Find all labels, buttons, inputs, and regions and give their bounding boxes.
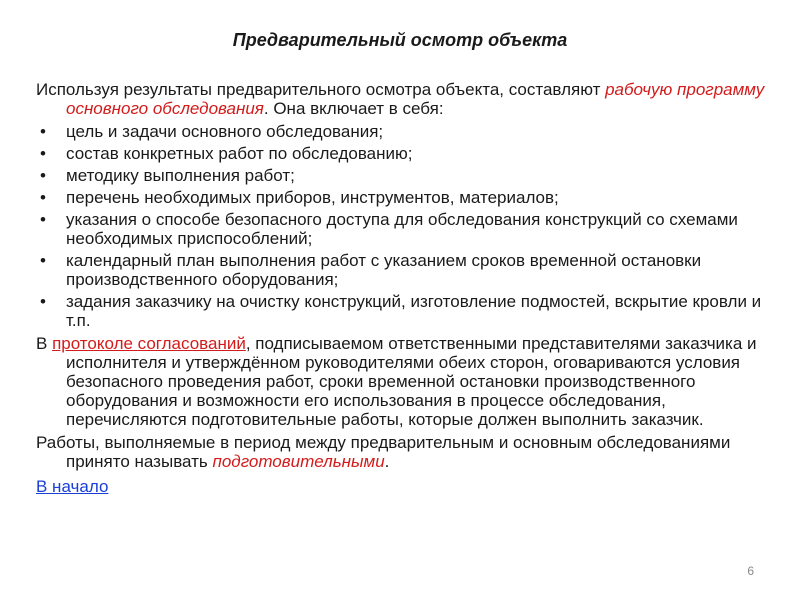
work-program-term: рабочую программу основного обследования: [66, 80, 765, 118]
list-item: [36, 166, 776, 185]
list-item: [36, 188, 776, 207]
list-item: [36, 210, 776, 248]
bullet-icon: •: [40, 144, 46, 163]
program-contents-list: [36, 122, 776, 330]
page-number: 6: [747, 564, 754, 578]
bullet-icon: •: [40, 166, 46, 185]
back-to-start-link[interactable]: В начало: [36, 477, 109, 496]
list-item: [36, 122, 776, 141]
preparatory-paragraph: [36, 433, 776, 471]
list-item-text: методику выполнения работ;: [66, 166, 295, 185]
bullet-icon: •: [40, 292, 46, 311]
bullet-icon: •: [40, 251, 46, 270]
list-item: [36, 251, 776, 289]
list-item: [36, 292, 776, 330]
list-item-text: календарный план выполнения работ с указанием сроков временной остановки производственного оборудования;: [66, 251, 702, 289]
preparatory-text-after: .: [384, 452, 390, 471]
protocol-text-after: , подписываемом ответственными представителями заказчика и исполнителя и утверждённом руководителями обеих сторон, оговариваются условия безопасного проведения работ, сроки временной остановки производственного оборудования и возможности его использования в процессе обследования, перечисляются подготовительные работы, которые должен выполнить заказчик.: [66, 334, 757, 429]
intro-paragraph: [36, 80, 776, 118]
intro-text-after: . Она включает в себя:: [263, 99, 444, 118]
bullet-icon: •: [40, 122, 46, 141]
list-item-text: перечень необходимых приборов, инструментов, материалов;: [66, 188, 559, 207]
list-item-text: задания заказчику на очистку конструкций, изготовление подмостей, вскрытие кровли и т.п.: [66, 292, 762, 330]
slide-content: [36, 80, 776, 496]
page-title: Предварительный осмотр объекта: [232, 30, 568, 50]
bullet-icon: •: [40, 210, 46, 229]
intro-text-before: Используя результаты предварительного осмотра объекта, составляют: [36, 80, 606, 99]
preparatory-text-before: Работы, выполняемые в период между предварительным и основным обследованиями принято называть: [36, 433, 731, 471]
list-item-text: цель и задачи основного обследования;: [66, 122, 384, 141]
preparatory-term: подготовительными: [212, 452, 385, 471]
list-item-text: состав конкретных работ по обследованию;: [66, 144, 413, 163]
protocol-text-before: В: [36, 334, 53, 353]
protocol-paragraph: [36, 334, 776, 429]
list-item-text: указания о способе безопасного доступа для обследования конструкций со схемами необходимых приспособлений;: [66, 210, 738, 248]
protocol-link[interactable]: протоколе согласований: [52, 334, 246, 353]
list-item: [36, 144, 776, 163]
bullet-icon: •: [40, 188, 46, 207]
